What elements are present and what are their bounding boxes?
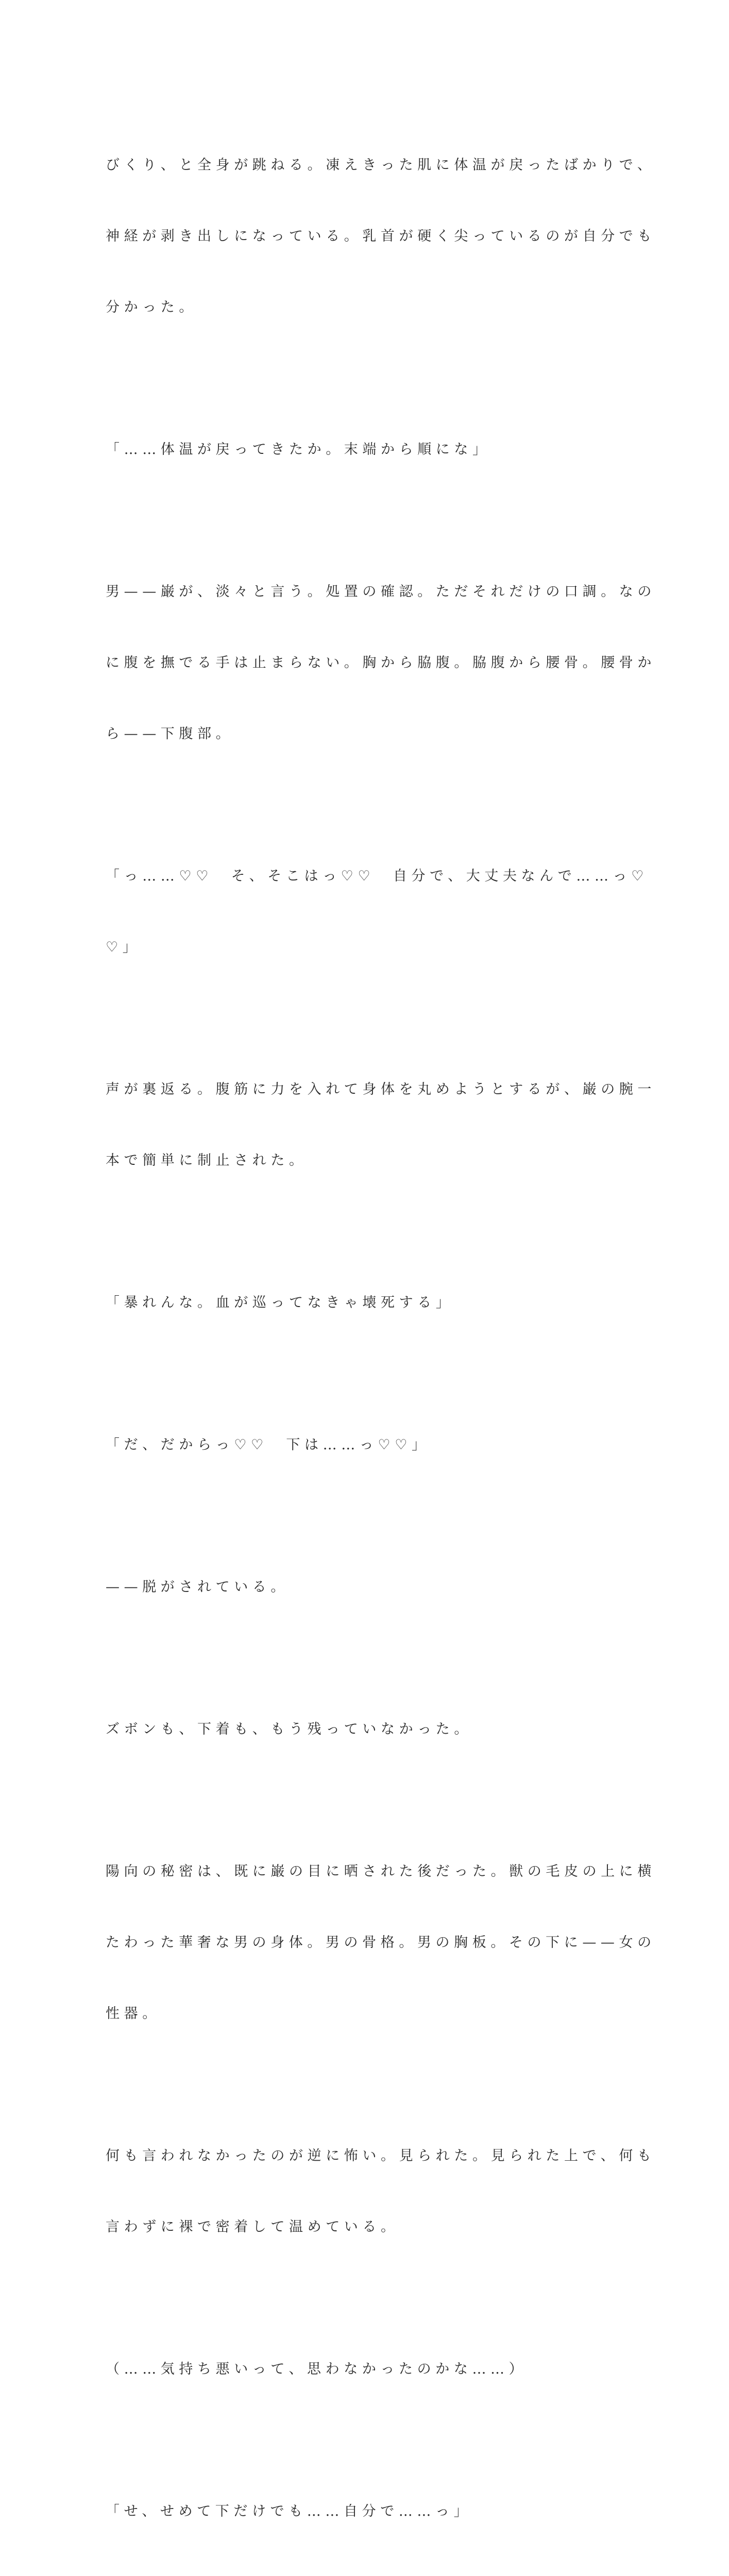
text-line: （……気持ち悪いって、思わなかったのかな……）: [106, 2361, 528, 2377]
text-line: 「暴れんな。血が巡ってなきゃ壊死する」: [106, 1295, 454, 1311]
paragraph-8: [106, 1528, 621, 1647]
text-line: 何も言われなかったのが逆に怖い。見られた。見られた上で、何も: [106, 2148, 656, 2164]
text-line: 男——巌が、淡々と言う。処置の確認。ただそれだけの口調。なの: [106, 584, 656, 600]
text-line: 言わずに裸で密着して温めている。: [106, 2219, 399, 2235]
text-line: に腹を撫でる手は止まらない。胸から脇腹。脇腹から腰骨。腰骨か: [106, 655, 656, 671]
paragraph-13: [106, 2452, 621, 2571]
paragraph-12: [106, 2310, 621, 2429]
paragraph-1: [106, 106, 656, 367]
text-line: 陽向の秘密は、既に巌の目に晒された後だった。獣の毛皮の上に横: [106, 1863, 656, 1879]
paragraph-11: [106, 2097, 656, 2286]
text-line: 性器。: [106, 2006, 161, 2022]
text-line: 「っ……♡♡ そ、そこはっ♡♡ 自分で、大丈夫なんで……っ♡: [106, 868, 648, 884]
paragraph-9: [106, 1670, 621, 1789]
text-line: ズボンも、下着も、もう残っていなかった。: [106, 1721, 472, 1737]
text-line: ——脱がされている。: [106, 1579, 289, 1595]
text-line: びくり、と全身が跳ねる。凍えきった肌に体温が戻ったばかりで、: [106, 157, 656, 173]
text-line: ♡」: [106, 939, 141, 955]
paragraph-10: [106, 1812, 656, 2073]
novel-text-body: [106, 106, 656, 2576]
text-line: 神経が剥き出しになっている。乳首が硬く尖っているのが自分でも: [106, 228, 656, 244]
paragraph-3: [106, 533, 656, 793]
text-line: 分かった。: [106, 299, 197, 315]
paragraph-2: [106, 391, 621, 509]
text-line: 「せ、せめて下だけでも……自分で……っ」: [106, 2503, 472, 2519]
paragraph-7: [106, 1386, 621, 1504]
paragraph-5: [106, 1030, 656, 1220]
text-line: ら——下腹部。: [106, 726, 234, 742]
text-line: 「……体温が戻ってきたか。末端から順にな」: [106, 442, 491, 457]
paragraph-4: [106, 817, 648, 1007]
text-line: たわった華奢な男の身体。男の骨格。男の胸板。その下に——女の: [106, 1935, 656, 1951]
text-line: 声が裏返る。腹筋に力を入れて身体を丸めようとするが、巌の腕一: [106, 1081, 656, 1097]
text-line: 本で簡単に制止された。: [106, 1153, 308, 1168]
paragraph-6: [106, 1244, 621, 1362]
text-line: 「だ、だからっ♡♡ 下は……っ♡♡」: [106, 1437, 430, 1453]
